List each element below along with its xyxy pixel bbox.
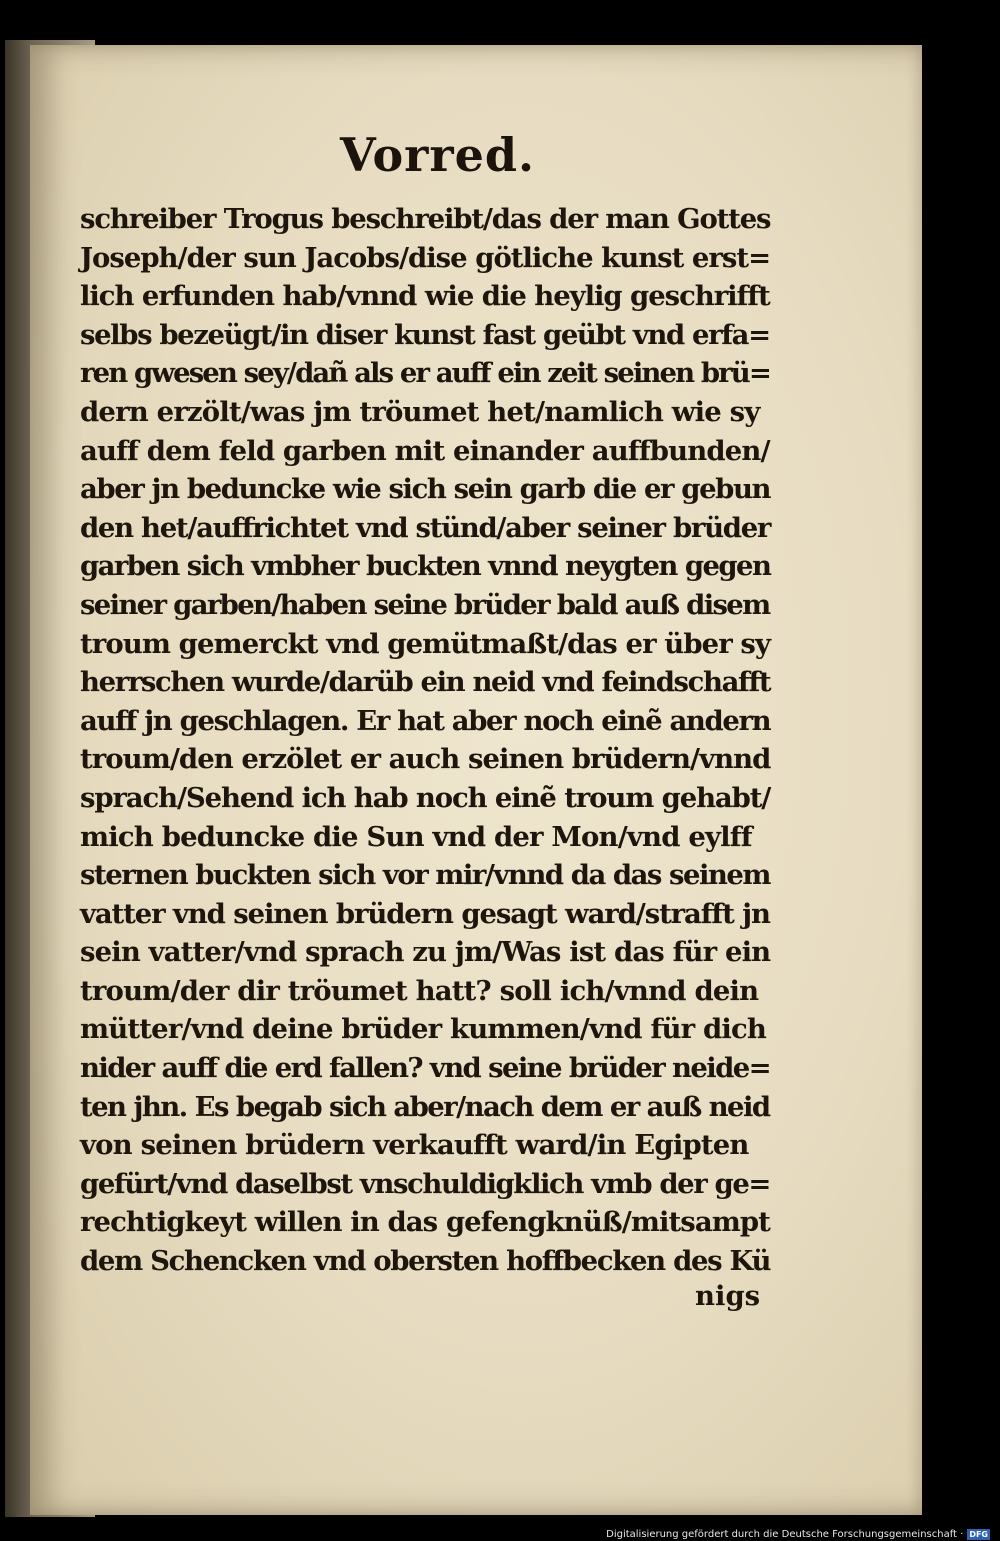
text-line: nider auff die erd fallen? vnd seine brüder neide= xyxy=(80,1052,770,1085)
text-line: auff dem feld garben mit einander auffbunden/ xyxy=(80,434,770,467)
text-line: troum/der dir tröumet hatt? soll ich/vnnd dein xyxy=(80,974,759,1007)
body-text xyxy=(80,200,780,1281)
footer-text: Digitalisierung gefördert durch die Deutsche Forschungsgemeinschaft · xyxy=(606,1528,964,1540)
text-line: dem Schencken vnd obersten hoffbecken des Kü xyxy=(80,1245,771,1278)
text-line: rechtigkeyt willen in das gefengknüß/mitsampt xyxy=(80,1206,770,1239)
text-line: schreiber Trogus beschreibt/das der man Gottes xyxy=(80,203,771,235)
text-line: sein vatter/vnd sprach zu jm/Was ist das für ein xyxy=(80,936,771,969)
text-line: vatter vnd seinen brüdern gesagt ward/strafft jn xyxy=(80,897,770,930)
text-line: seiner garben/haben seine brüder bald auß disem xyxy=(80,588,770,621)
dfg-logo: DFG xyxy=(969,1529,988,1539)
text-line: lich erfunden hab/vnnd wie die heylig geschrifft xyxy=(80,280,770,313)
text-line: ren gwesen sey/dañ als er auff ein zeit seinen brü= xyxy=(80,357,771,390)
text-line: auff jn geschlagen. Er hat aber noch einẽ andern xyxy=(80,704,771,737)
text-line: mütter/vnd deine brüder kummen/vnd für dich xyxy=(80,1013,767,1046)
catchword: nigs xyxy=(695,1280,761,1312)
text-line: troum gemerckt vnd gemütmaßt/das er über sy xyxy=(80,627,771,660)
text-line: dern erzölt/was jm tröumet het/namlich wie sy xyxy=(80,395,760,428)
text-line: Joseph/der sun Jacobs/dise götliche kunst erst= xyxy=(80,241,771,274)
text-line: herrschen wurde/darüb ein neid vnd feindschafft xyxy=(80,666,771,699)
text-line: gefürt/vnd daselbst vnschuldigklich vmb der ge= xyxy=(80,1167,771,1200)
running-head: Vorred. xyxy=(340,128,536,182)
text-line: den het/auffrichtet vnd stünd/aber seiner brüder xyxy=(80,511,771,544)
text-line: von seinen brüdern verkaufft ward/in Egipten xyxy=(80,1129,749,1162)
text-line: selbs bezeügt/in diser kunst fast geübt vnd erfa= xyxy=(80,318,770,351)
text-line: ten jhn. Es begab sich aber/nach dem er auß neid xyxy=(80,1090,770,1123)
text-line: aber jn beduncke wie sich sein garb die er gebun xyxy=(80,473,771,506)
footer-credit xyxy=(606,1527,990,1541)
text-line: garben sich vmbher buckten vnnd neygten gegen xyxy=(80,550,771,583)
text-line: troum/den erzölet er auch seinen brüdern/vnnd xyxy=(80,743,771,776)
text-line: mich beduncke die Sun vnd der Mon/vnd eylff xyxy=(80,820,752,853)
text-line: sprach/Sehend ich hab noch einẽ troum gehabt/ xyxy=(80,781,771,814)
text-line: sternen buckten sich vor mir/vnnd da das seinem xyxy=(80,859,771,892)
